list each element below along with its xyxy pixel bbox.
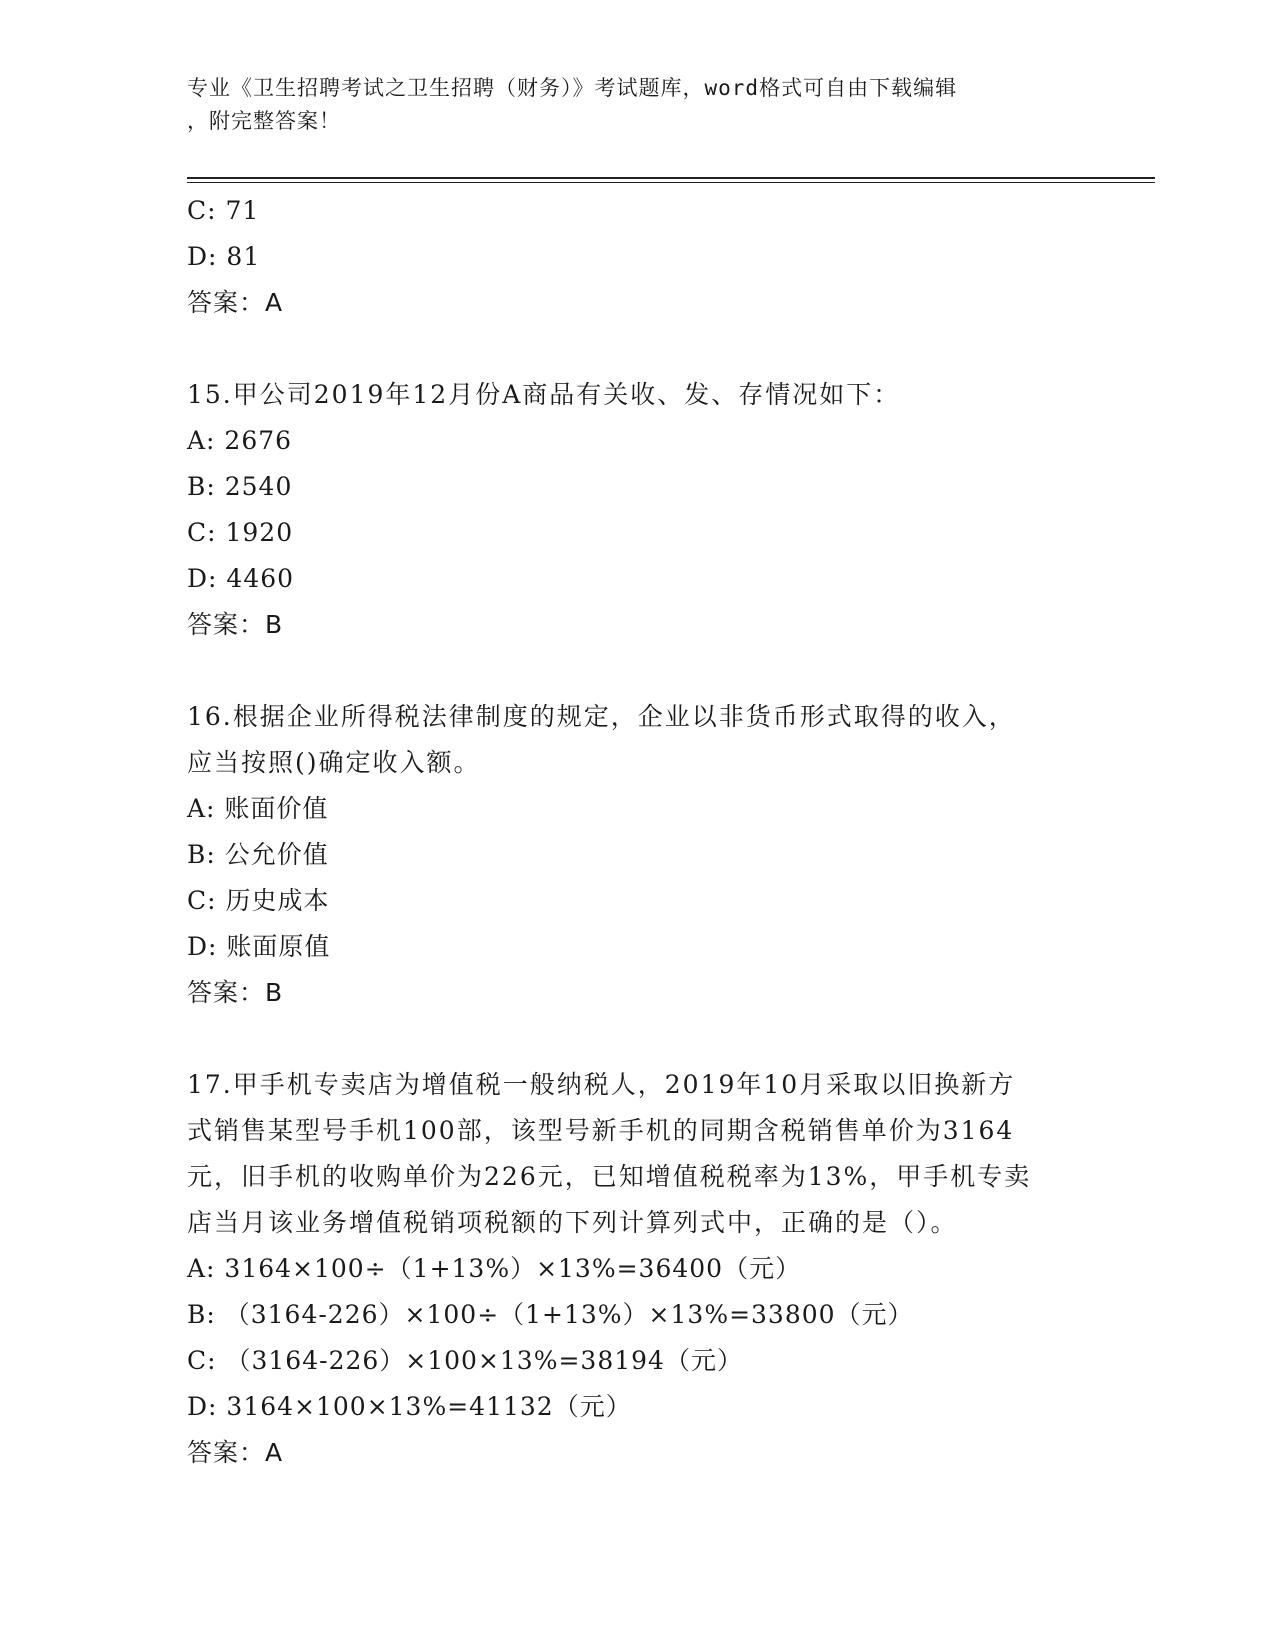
answer: 答案：B (187, 610, 284, 639)
answer: 答案：A (187, 288, 284, 317)
header-divider (187, 182, 1155, 183)
option: A: 2676 (187, 426, 293, 455)
question-fragment (187, 188, 1087, 326)
option: C: （3164-226）×100×13%=38194（元） (187, 1346, 743, 1375)
question-text: 元，旧手机的收购单价为226元，已知增值税税率为13%，甲手机专卖 (187, 1162, 1032, 1191)
question-15 (187, 372, 1087, 648)
document-header (187, 72, 1067, 138)
option: A: 账面价值 (187, 794, 329, 823)
question-text: 16.根据企业所得税法律制度的规定，企业以非货币形式取得的收入， (187, 702, 1016, 731)
header-line: 专业《卫生招聘考试之卫生招聘（财务）》考试题库，word格式可自由下载编辑 (187, 76, 958, 100)
question-17 (187, 1062, 1087, 1476)
answer: 答案：B (187, 978, 284, 1007)
document-body (187, 188, 1087, 1476)
question-text: 店当月该业务增值税销项税额的下列计算列式中，正确的是（）。 (187, 1208, 958, 1237)
option: D: 81 (187, 242, 261, 271)
option: A: 3164×100÷（1+13%）×13%=36400（元） (187, 1254, 802, 1283)
question-16 (187, 694, 1087, 1016)
option: C: 1920 (187, 518, 294, 547)
question-text: 式销售某型号手机100部，该型号新手机的同期含税销售单价为3164 (187, 1116, 1015, 1145)
header-divider (187, 177, 1155, 179)
option: B: （3164-226）×100÷（1+13%）×13%=33800（元） (187, 1300, 914, 1329)
option: D: 3164×100×13%=41132（元） (187, 1392, 632, 1421)
option: B: 公允价值 (187, 840, 329, 869)
option: D: 账面原值 (187, 932, 331, 961)
option: C: 历史成本 (187, 886, 330, 915)
option: D: 4460 (187, 564, 295, 593)
option: C: 71 (187, 196, 260, 225)
option: B: 2540 (187, 472, 293, 501)
question-text: 17.甲手机专卖店为增值税一般纳税人，2019年10月采取以旧换新方 (187, 1070, 1016, 1099)
question-text: 15.甲公司2019年12月份A商品有关收、发、存情况如下： (187, 380, 901, 409)
answer: 答案：A (187, 1438, 284, 1467)
question-text: 应当按照()确定收入额。 (187, 748, 481, 777)
header-line: ，附完整答案！ (187, 109, 341, 133)
